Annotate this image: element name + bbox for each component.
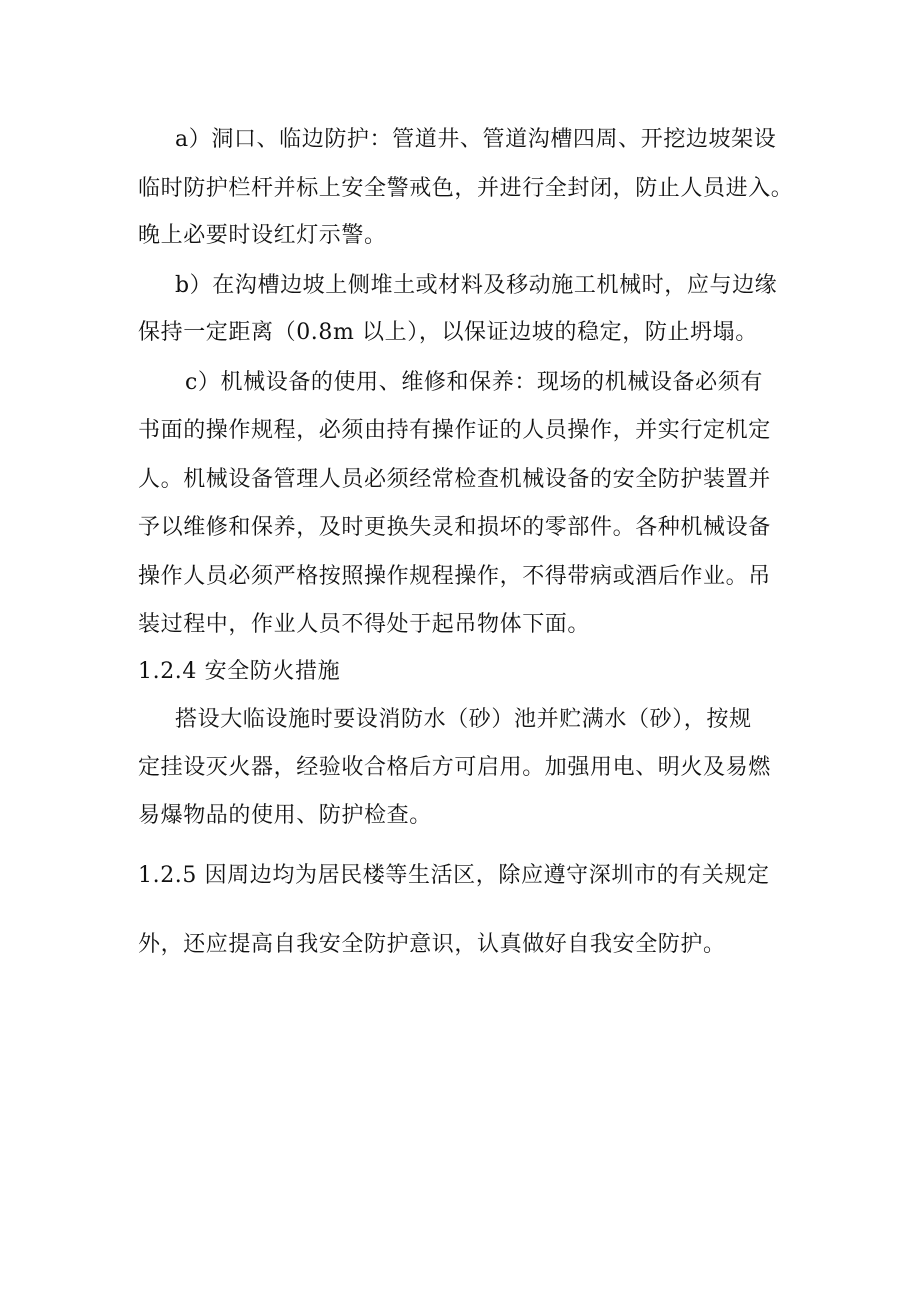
para-c-line-1: c）机械设备的使用、维修和保养：现场的机械设备必须有	[185, 370, 763, 395]
para-a-line-1: a）洞口、临边防护：管道井、管道沟槽四周、开挖边坡架设	[175, 127, 777, 152]
para-fire-line-2: 定挂设灭火器，经验收合格后方可启用。加强用电、明火及易燃	[138, 755, 771, 780]
para-b-line-2: 保持一定距离（0.8m 以上），以保证边坡的稳定，防止坍塌。	[138, 320, 758, 345]
para-c-line-3: 人。机械设备管理人员必须经常检查机械设备的安全防护装置并	[138, 467, 771, 492]
para-c-line-6: 装过程中，作业人员不得处于起吊物体下面。	[138, 612, 591, 637]
para-a-line-3: 晚上必要时设红灯示警。	[138, 223, 387, 248]
para-c-line-5: 操作人员必须严格按照操作规程操作，不得带病或酒后作业。吊	[138, 564, 771, 589]
para-b-line-1: b）在沟槽边坡上侧堆土或材料及移动施工机械时，应与边缘	[175, 273, 778, 298]
section-heading-1-2-4: 1.2.4 安全防火措施	[138, 659, 341, 684]
para-a-line-2: 临时防护栏杆并标上安全警戒色，并进行全封闭，防止人员进入。	[138, 176, 794, 201]
para-fire-line-1: 搭设大临设施时要设消防水（砂）池并贮满水（砂），按规	[175, 707, 752, 732]
para-c-line-4: 予以维修和保养，及时更换失灵和损坏的零部件。各种机械设备	[138, 515, 771, 540]
para-c-line-2: 书面的操作规程，必须由持有操作证的人员操作，并实行定机定	[138, 418, 771, 443]
para-1-2-5-line-2: 外，还应提高自我安全防护意识，认真做好自我安全防护。	[138, 932, 726, 957]
para-fire-line-3: 易爆物品的使用、防护检查。	[138, 803, 432, 828]
para-1-2-5-line-1: 1.2.5 因周边均为居民楼等生活区，除应遵守深圳市的有关规定	[138, 863, 770, 888]
